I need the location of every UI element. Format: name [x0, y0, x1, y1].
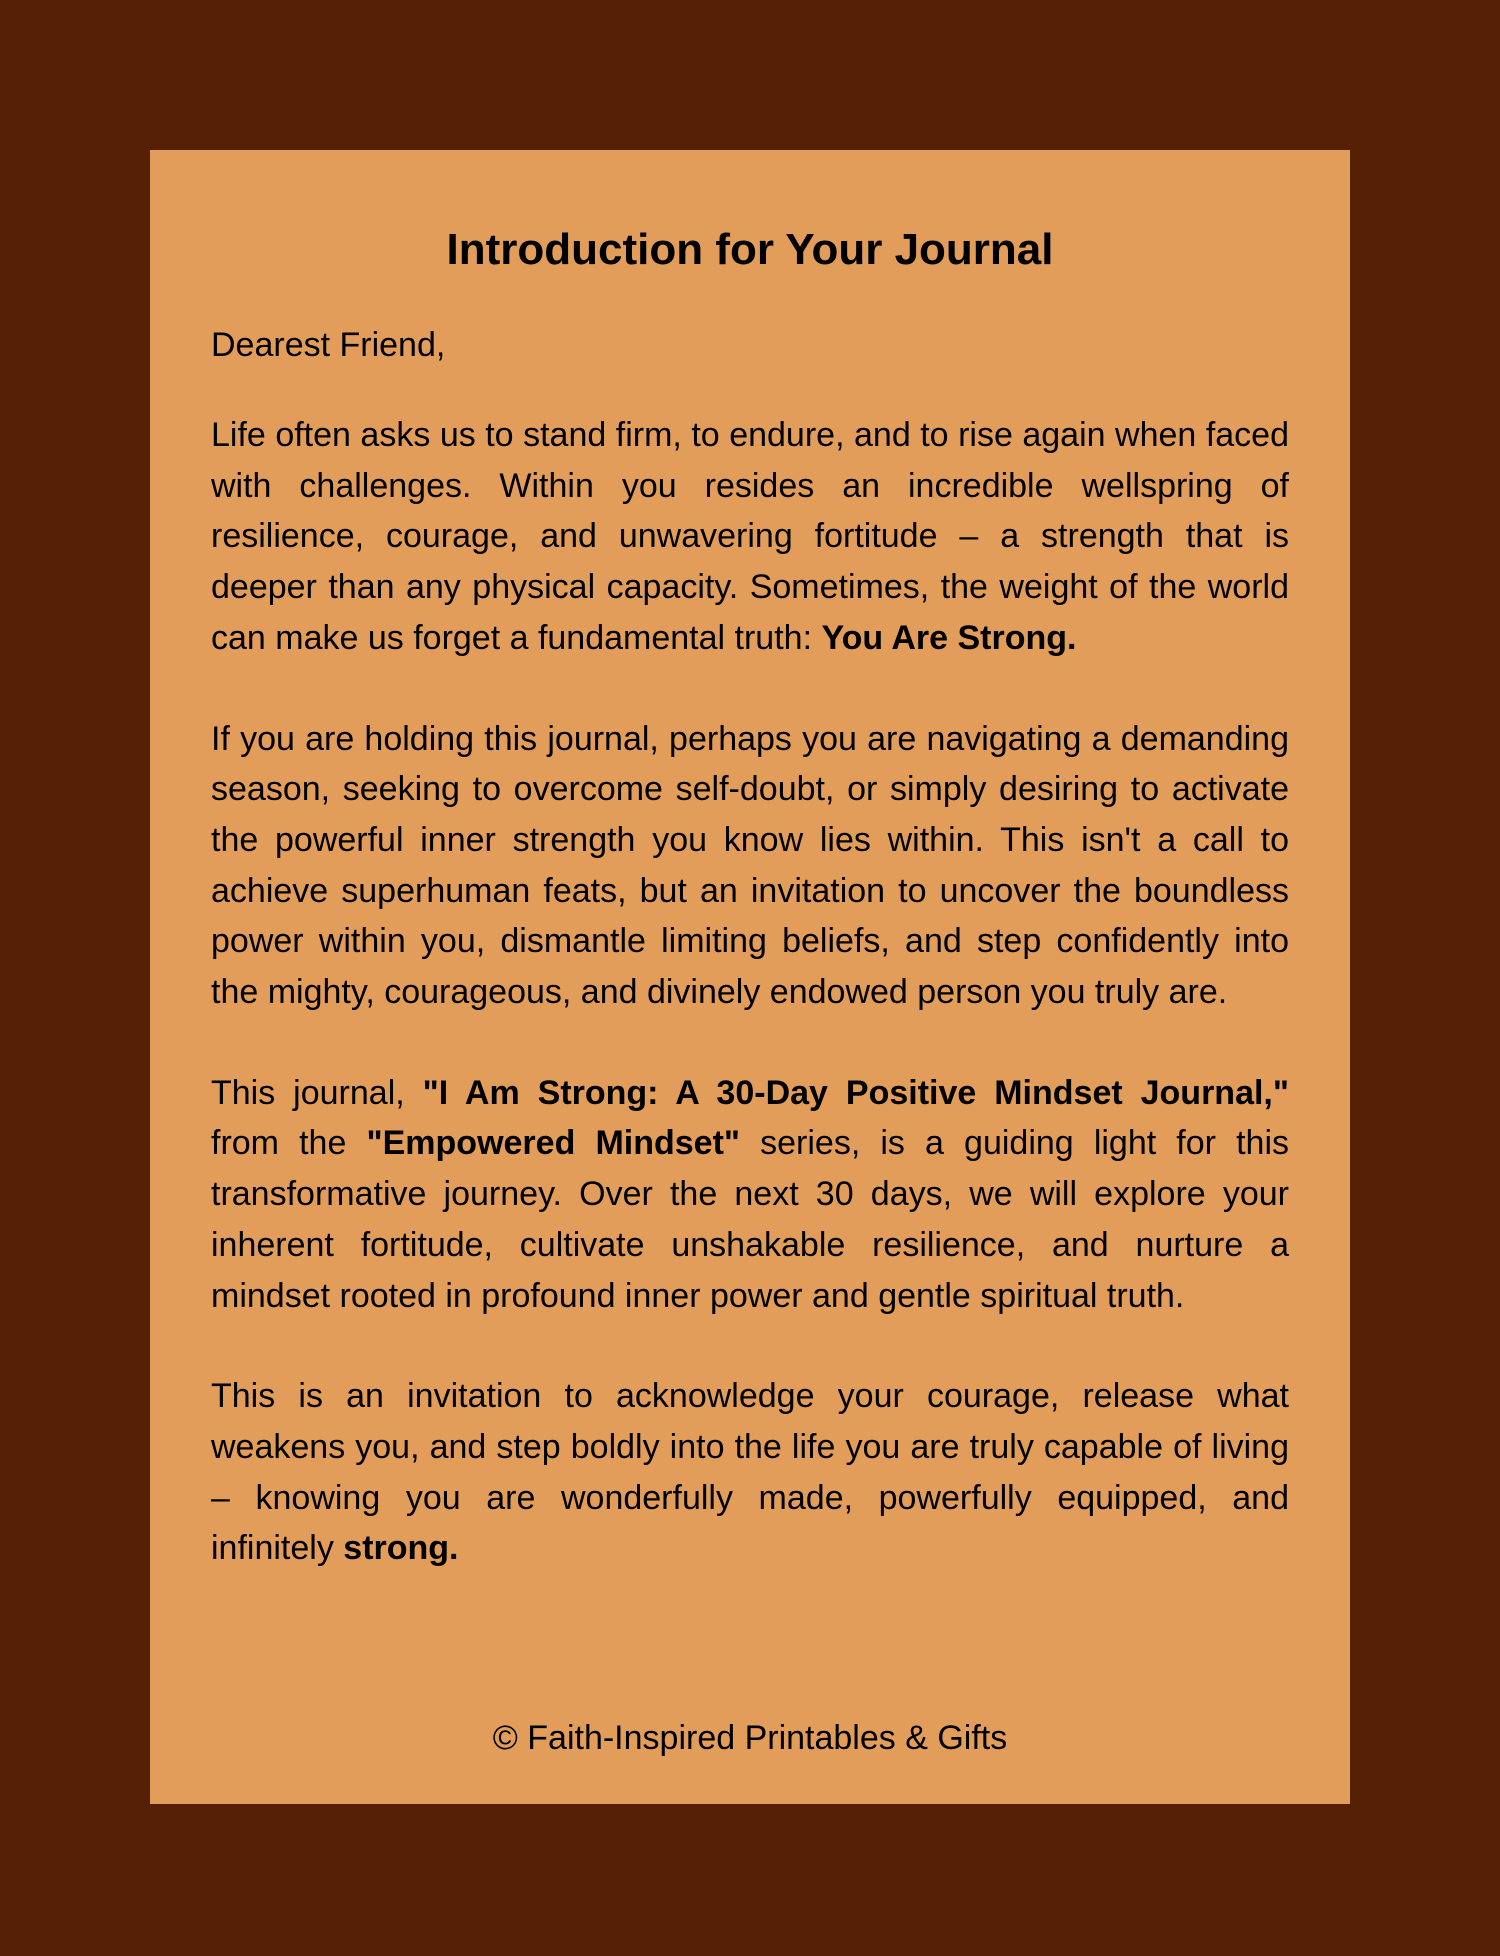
paragraph-1-text: Life often asks us to stand firm, to endure, and to rise again when faced with challenges. Within you resides an incredible wellspring of resilience, courage, and unwavering fortitude – a strength that is deeper than any physical capacity. Sometimes, the weight of the world can make us forget a fundamental truth:	[211, 416, 1289, 657]
paragraph-4-text: This is an invitation to acknowledge your courage, release what weakens you, and step boldly into the life you are truly capable of living – knowing you are wonderfully made, powerfully equipped, and infinitely	[211, 1377, 1289, 1568]
journal-page	[150, 150, 1350, 1804]
series-name: "Empowered Mindset"	[366, 1124, 741, 1163]
paragraph-4-emphasis: strong.	[343, 1529, 459, 1568]
salutation: Dearest Friend,	[211, 326, 446, 364]
paragraph-3-intro: This journal,	[211, 1073, 423, 1112]
journal-title: "I Am Strong: A 30-Day Positive Mindset Journal,"	[422, 1073, 1289, 1112]
paragraph-1	[211, 410, 1289, 664]
paragraph-3-rest: series, is a guiding light for this transformative journey. Over the next 30 days, we will explore your inherent fortitude, cultivate unshakable resilience, and nurture a mindset rooted in profound inner power and gentle spiritual truth.	[211, 1124, 1290, 1315]
paragraph-1-emphasis: You Are Strong.	[821, 618, 1077, 657]
paragraph-3-middle: from the	[211, 1124, 367, 1163]
paragraph-2	[211, 714, 1289, 1018]
paragraph-4	[211, 1371, 1289, 1574]
paragraph-3	[211, 1068, 1289, 1322]
paragraph-2-text: If you are holding this journal, perhaps you are navigating a demanding season, seeking to overcome self-doubt, or simply desiring to activate the powerful inner strength you know lies within. This isn't a call to achieve superhuman feats, but an invitation to uncover the boundless power within you, dismantle limiting beliefs, and step confidently into the mighty, courageous, and divinely endowed person you truly are.	[211, 719, 1289, 1012]
page-title: Introduction for Your Journal	[446, 225, 1054, 274]
copyright-footer: © Faith-Inspired Printables & Gifts	[492, 1719, 1008, 1757]
